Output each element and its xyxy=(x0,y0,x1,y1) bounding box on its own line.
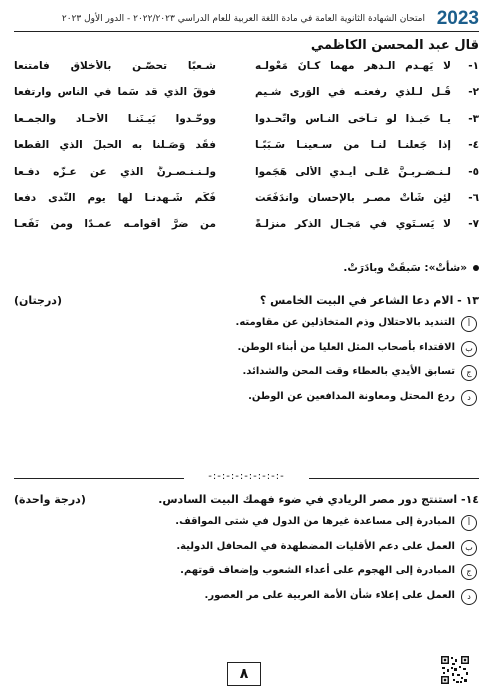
answer-option-d[interactable] xyxy=(14,589,479,614)
option-text: التنديد بالاحتلال وذم المتخاذلين عن مقاومته. xyxy=(235,317,455,328)
verse xyxy=(14,192,479,218)
qr-code-icon xyxy=(440,655,470,685)
verse xyxy=(14,218,479,244)
verse-second-hemistich: ووحّـدوا بَيـنَنـا الأحـاد والجمـعا xyxy=(14,112,216,125)
verse-second-hemistich: فقَد وَصَـلنا به الحبلَ الذي القطعا xyxy=(14,139,216,152)
question-marks: (درجة واحدة) xyxy=(14,493,86,506)
option-text: العمل على إعلاء شأن الأمة العربية على مر العصور. xyxy=(204,589,455,601)
verse-first-hemistich: يـا حَبـذا لو تـآخى النـاس واتَّحـدوا xyxy=(255,112,451,125)
question-text: ١٣ - الام دعا الشاعر في البيت الخامس ؟ xyxy=(259,294,479,307)
question-14 xyxy=(14,493,479,613)
answer-option-a[interactable] xyxy=(14,316,479,341)
divider-line xyxy=(309,478,479,479)
verse-first-hemistich: لا يَسـتَوي في مَجـال الذكر منزلـةً xyxy=(255,218,451,231)
poem-title: قال عبد المحسن الكاظمي xyxy=(310,38,479,53)
exam-year: 2023 xyxy=(436,8,479,29)
verse-second-hemistich: ولـنـنـصـرنَّ الذي عن عـزّه دفـعا xyxy=(14,165,216,178)
page-number: ٨ xyxy=(227,662,261,686)
question-text: ١٤- استنتج دور مصر الريادي في ضوء فهمك البيت السادس. xyxy=(158,493,479,506)
verse-second-hemistich: فوقَ الذي قد سَما في الناس وارتفعا xyxy=(14,86,216,99)
answer-option-d[interactable] xyxy=(14,390,479,415)
verse-second-hemistich: من ضرَّ أَقوامـه عمـدًا ومن نَفَعـا xyxy=(14,218,216,231)
verse xyxy=(14,113,479,139)
option-radio[interactable]: د xyxy=(461,589,477,605)
option-text: المبادرة إلى مساعدة غيرها من الدول في شتى المواقف. xyxy=(175,516,455,527)
question-13 xyxy=(14,294,479,414)
option-radio[interactable]: ب xyxy=(461,540,477,556)
note-text: «شأتْ»: سَبقَتْ وبادَرَتْ. xyxy=(343,262,467,274)
verse-first-hemistich: لا يَهـدم الـدهر مهما كـانَ مَعْولـه xyxy=(255,60,451,72)
vocabulary-note xyxy=(343,262,479,274)
question-title xyxy=(14,294,479,316)
verse-number: ٥- xyxy=(468,165,479,178)
option-radio[interactable]: أ xyxy=(461,316,477,332)
option-radio[interactable]: أ xyxy=(461,515,477,531)
divider-line xyxy=(14,478,184,479)
question-title xyxy=(14,493,479,515)
question-marks: (درجتان) xyxy=(14,294,62,307)
verse-second-hemistich: شـعبًا تحصّـن بالأخلاق فامتنعا xyxy=(14,60,216,72)
answer-option-b[interactable] xyxy=(14,341,479,366)
option-text: ردع المحتل ومعاونة المدافعين عن الوطن. xyxy=(248,390,455,402)
answer-option-b[interactable] xyxy=(14,540,479,565)
verse-number: ٧- xyxy=(468,218,479,231)
verse xyxy=(14,60,479,86)
verse-second-hemistich: فَكَم شَـهِدنـا لَها يوم النَّدى دفعا xyxy=(14,191,216,204)
answer-option-c[interactable] xyxy=(14,365,479,390)
exam-title: امتحان الشهادة الثانوية العامة في مادة اللغة العربية للعام الدراسي ٢٠٢٢/٢٠٢٣ - الدور الأول ٢٠٢٣ xyxy=(61,14,425,24)
bullet-icon xyxy=(473,265,479,271)
verse-first-hemistich: لـنـضـربـنَّ عَلـى أَيـدي الأُلى هَجَموا xyxy=(255,165,451,178)
poem xyxy=(14,60,479,245)
option-text: الاقتداء بأصحاب المثل العليا من أبناء الوطن. xyxy=(237,341,455,353)
option-text: المبادرة إلى الهجوم على أعداء الشعوب وإضعاف قوتهم. xyxy=(180,565,455,576)
verse xyxy=(14,86,479,112)
verse-first-hemistich: قُـل لـلذي رفعتـه في الوَرى شـيم xyxy=(255,86,451,99)
header-divider xyxy=(14,31,479,32)
verse-number: ٢- xyxy=(468,86,479,99)
answer-option-c[interactable] xyxy=(14,564,479,589)
option-radio[interactable]: ب xyxy=(461,341,477,357)
verse-number: ٣- xyxy=(468,112,479,125)
verse-number: ٤- xyxy=(468,139,479,152)
option-text: تسابق الأيدي بالعطاء وقت المحن والشدائد. xyxy=(242,366,455,377)
option-radio[interactable]: د xyxy=(461,390,477,406)
option-radio[interactable]: ج xyxy=(461,564,477,580)
option-radio[interactable]: ج xyxy=(461,365,477,381)
verse-first-hemistich: إذا جَعلنـا لنـا من سـعينـا سَـبَبًـا xyxy=(255,139,451,152)
verse-number: ١- xyxy=(468,60,479,72)
page-header xyxy=(14,8,479,30)
answer-option-a[interactable] xyxy=(14,515,479,540)
verse-first-hemistich: لَئِن شَأتْ مصـر بالإحسان واندَفَعَت xyxy=(255,191,451,204)
verse-number: ٦- xyxy=(468,191,479,204)
option-text: العمل على دعم الأقليات المضطهدة في المحافل الدولية. xyxy=(176,540,455,552)
verse xyxy=(14,139,479,165)
divider-ornament: -:-:-:-:-:-:-:-:- xyxy=(208,471,285,482)
verse xyxy=(14,166,479,192)
section-divider xyxy=(14,471,479,485)
